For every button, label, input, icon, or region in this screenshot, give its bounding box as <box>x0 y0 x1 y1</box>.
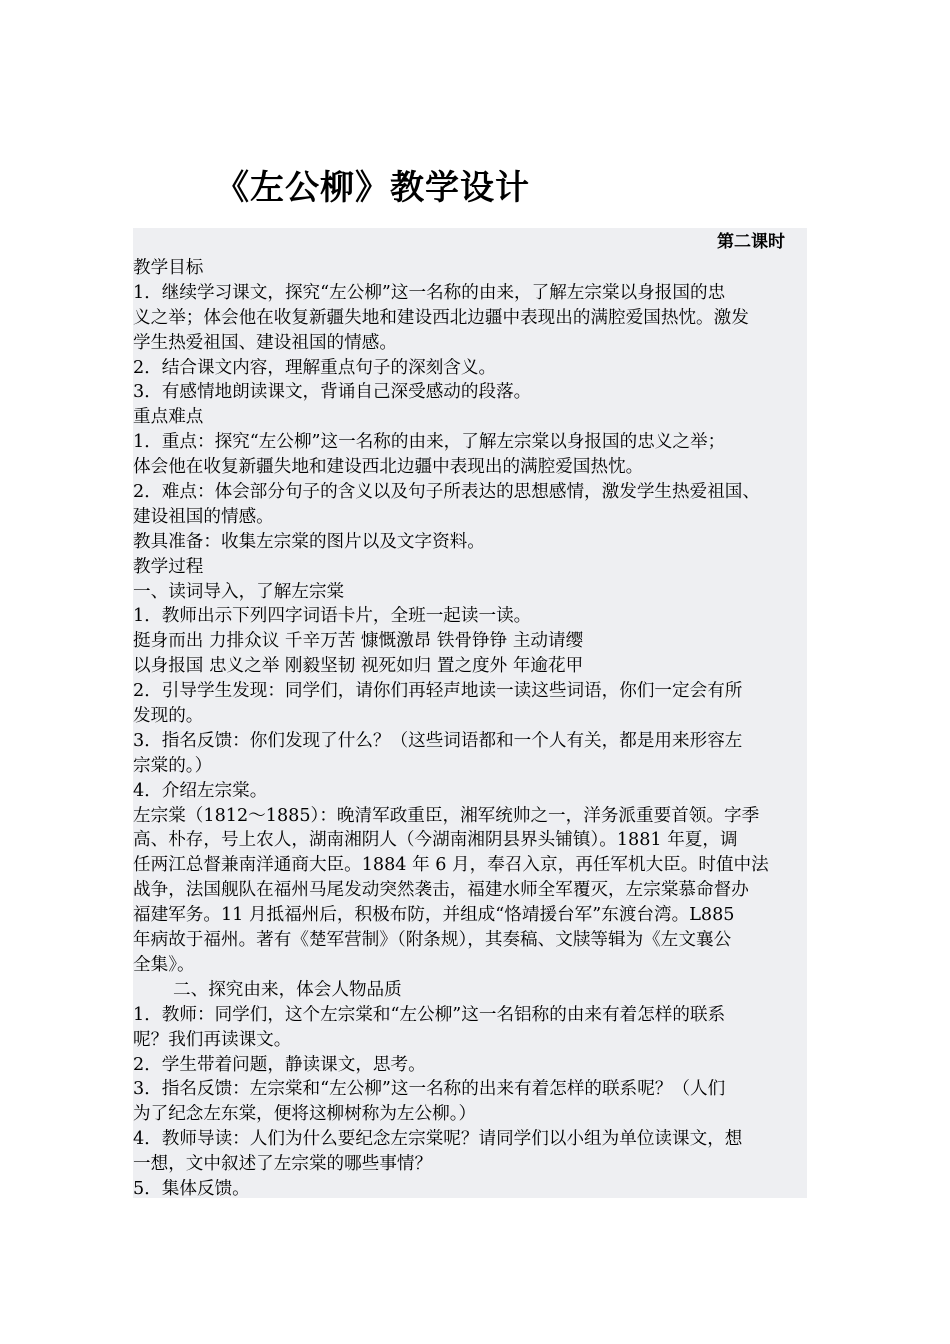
text-line: 高、朴存，号上农人，湖南湘阴人（今湖南湘阴县界头铺镇）。1881 年夏，调 <box>133 830 738 851</box>
text-line: 全集》。 <box>133 954 195 975</box>
text-line: 1．继续学习课文，探究“左公柳”这一名称的由来，了解左宗棠以身报国的忠 <box>133 282 726 303</box>
text-line: 以身报国 忠义之举 刚毅坚韧 视死如归 置之度外 年逾花甲 <box>133 656 584 677</box>
text-line: 任两江总督兼南洋通商大臣。1884 年 6 月，奉召入京，再任军机大臣。时值中法 <box>133 855 769 876</box>
text-line: 体会他在收复新疆失地和建设西北边疆中表现出的满腔爱国热忱。 <box>133 457 644 478</box>
text-line: 2．引导学生发现：同学们，请你们再轻声地读一读这些词语，你们一定会有所 <box>133 681 743 702</box>
text-line: 1．重点：探究“左公柳”这一名称的由来，了解左宗棠以身报国的忠义之举； <box>133 432 726 453</box>
text-line: 挺身而出 力排众议 千辛万苦 慷慨激昂 铁骨铮铮 主动请缨 <box>133 631 584 652</box>
section-heading: 二、探究由来，体会人物品质 <box>173 979 402 1000</box>
text-line: 一、读词导入，了解左宗棠 <box>133 581 345 602</box>
text-line: 教学目标 <box>133 258 204 278</box>
document-body <box>133 228 807 1198</box>
text-line: 左宗棠（1812～1885）：晚清军政重臣，湘军统帅之一，洋务派重要首领。字季 <box>133 805 760 826</box>
text-line: 5．集体反馈。 <box>133 1178 250 1199</box>
text-line: 2．结合课文内容，理解重点句子的深刻含义。 <box>133 357 497 378</box>
text-line: 义之举；体会他在收复新疆失地和建设西北边疆中表现出的满腔爱国热忱。激发 <box>133 307 749 328</box>
text-line: 为了纪念左东棠，便将这柳树称为左公柳。） <box>133 1104 477 1125</box>
text-line: 福建军务。11 月抵福州后，积极布防，并组成“恪靖援台军”东渡台湾。L885 <box>133 905 735 926</box>
text-line: 战争，法国舰队在福州马尾发动突然袭击，福建水师全军覆灭，左宗棠慕命督办 <box>133 880 749 901</box>
text-line: 教学过程 <box>133 556 204 577</box>
lesson-label: 第二课时 <box>717 232 785 252</box>
text-line: 重点难点 <box>133 407 204 428</box>
text-line: 4．介绍左宗棠。 <box>133 780 268 801</box>
text-line: 3．指名反馈：你们发现了什么？（这些词语都和一个人有关，都是用来形容左 <box>133 730 743 751</box>
text-line: 2．难点：体会部分句子的含义以及句子所表达的思想感情，激发学生热爱祖国、 <box>133 482 760 503</box>
document-title: 《左公柳》教学设计 <box>215 168 530 208</box>
text-line: 呢？我们再读课文。 <box>133 1029 292 1050</box>
text-line: 3．有感情地朗读课文，背诵自己深受感动的段落。 <box>133 382 532 403</box>
text-line: 宗棠的。） <box>133 755 213 776</box>
text-line: 3．指名反馈：左宗棠和“左公柳”这一名称的出来有着怎样的联系呢？（人们 <box>133 1079 726 1100</box>
text-line: 发现的。 <box>133 706 204 727</box>
text-line: 教具准备：收集左宗棠的图片以及文字资料。 <box>133 531 485 552</box>
text-line: 1．教师出示下列四字词语卡片，全班一起读一读。 <box>133 606 532 627</box>
text-line: 年病故于福州。著有《楚军营制》（附条规），其奏稿、文牍等辑为《左文襄公 <box>133 930 732 951</box>
text-line: 学生热爱祖国、建设祖国的情感。 <box>133 332 397 353</box>
text-line: 4．教师导读：人们为什么要纪念左宗棠呢？请同学们以小组为单位读课文，想 <box>133 1129 743 1150</box>
text-line: 一想，文中叙述了左宗棠的哪些事情？ <box>133 1154 433 1175</box>
text-line: 1．教师：同学们，这个左宗棠和“左公柳”这一名铝称的由来有着怎样的联系 <box>133 1004 726 1025</box>
text-line: 建设祖国的情感。 <box>133 506 274 527</box>
text-line: 2．学生带着问题，静读课文，思考。 <box>133 1054 426 1075</box>
